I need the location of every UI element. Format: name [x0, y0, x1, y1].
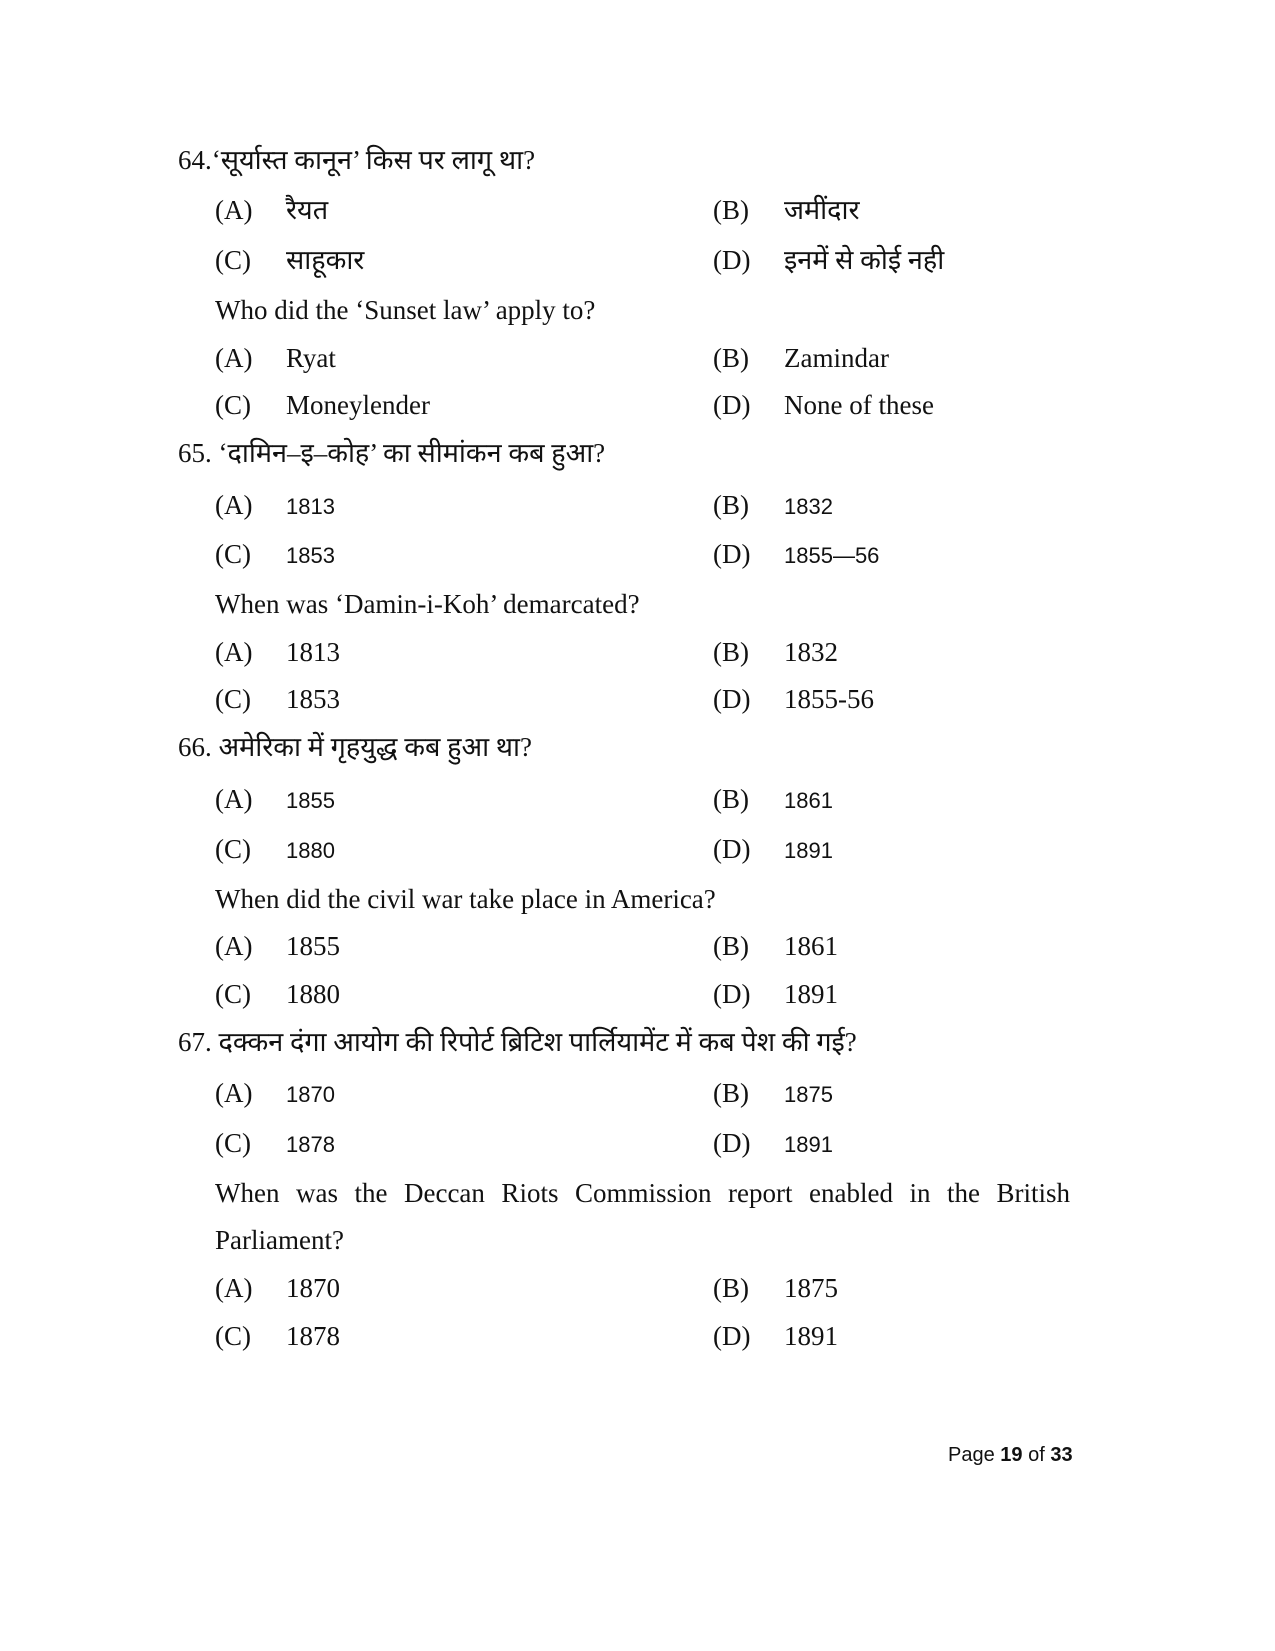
- option-text: Ryat: [286, 343, 336, 373]
- option-text: 1832: [784, 494, 833, 519]
- option-text: 1855—56: [784, 543, 880, 568]
- option-text: 1880: [286, 979, 340, 1009]
- option-text: 1813: [286, 494, 335, 519]
- option-label: (A): [215, 490, 253, 520]
- option-text: जमींदार: [784, 195, 860, 225]
- option-text: Moneylender: [286, 390, 430, 420]
- option-text: 1891: [784, 1132, 833, 1157]
- option-label: (A): [215, 343, 253, 373]
- option-label: (D): [713, 1321, 751, 1351]
- option-label: (C): [215, 539, 251, 569]
- option-label: (A): [215, 637, 253, 667]
- page-prefix: Page: [948, 1444, 995, 1466]
- question-65-hindi: 65. ‘दामिन–इ–कोह’ का सीमांकन कब हुआ?: [178, 438, 606, 468]
- question-67-english-line1: When was the Deccan Riots Commission report enabled in the British: [215, 1178, 1070, 1208]
- option-label: (C): [215, 245, 251, 275]
- option-label: (B): [713, 931, 749, 961]
- option-label: (D): [713, 979, 751, 1009]
- option-label: (D): [713, 684, 751, 714]
- option-label: (A): [215, 1078, 253, 1108]
- option-label: (D): [713, 245, 751, 275]
- option-label: (B): [713, 343, 749, 373]
- option-text: 1880: [286, 838, 335, 863]
- option-label: (A): [215, 195, 253, 225]
- question-67-english-line2: Parliament?: [215, 1225, 344, 1255]
- option-text: 1870: [286, 1273, 340, 1303]
- option-text: 1861: [784, 931, 838, 961]
- option-text: 1878: [286, 1132, 335, 1157]
- option-text: 1878: [286, 1321, 340, 1351]
- page-total: 33: [1050, 1444, 1073, 1466]
- option-text: रैयत: [286, 195, 329, 225]
- option-text: 1855-56: [784, 684, 874, 714]
- question-64-english: Who did the ‘Sunset law’ apply to?: [215, 295, 596, 325]
- page-number: [948, 1442, 1073, 1468]
- option-text: None of these: [784, 390, 934, 420]
- option-text: 1891: [784, 1321, 838, 1351]
- option-label: (A): [215, 931, 253, 961]
- question-64-hindi: 64.‘सूर्यास्त कानून’ किस पर लागू था?: [178, 145, 536, 175]
- option-label: (D): [713, 539, 751, 569]
- option-text: 1832: [784, 637, 838, 667]
- option-label: (A): [215, 1273, 253, 1303]
- option-label: (C): [215, 1321, 251, 1351]
- option-label: (C): [215, 834, 251, 864]
- option-label: (A): [215, 784, 253, 814]
- option-text: 1875: [784, 1273, 838, 1303]
- option-text: 1855: [286, 931, 340, 961]
- option-label: (C): [215, 684, 251, 714]
- option-label: (D): [713, 834, 751, 864]
- option-text: 1870: [286, 1082, 335, 1107]
- question-65-english: When was ‘Damin-i-Koh’ demarcated?: [215, 589, 640, 619]
- page-current: 19: [1000, 1444, 1023, 1466]
- option-text: 1855: [286, 788, 335, 813]
- option-text: Zamindar: [784, 343, 889, 373]
- option-label: (D): [713, 1128, 751, 1158]
- option-label: (C): [215, 979, 251, 1009]
- option-text: 1853: [286, 684, 340, 714]
- option-text: 1891: [784, 979, 838, 1009]
- option-text: साहूकार: [286, 245, 365, 275]
- option-text: 1891: [784, 838, 833, 863]
- question-67-hindi: 67. दक्कन दंगा आयोग की रिपोर्ट ब्रिटिश पार्लियामेंट में कब पेश की गई?: [178, 1027, 857, 1057]
- option-label: (B): [713, 637, 749, 667]
- option-label: (D): [713, 390, 751, 420]
- question-66-english: When did the civil war take place in America?: [215, 884, 716, 914]
- option-text: 1875: [784, 1082, 833, 1107]
- option-label: (B): [713, 195, 749, 225]
- option-text: 1861: [784, 788, 833, 813]
- option-label: (C): [215, 1128, 251, 1158]
- option-label: (B): [713, 1078, 749, 1108]
- option-label: (B): [713, 784, 749, 814]
- option-text: 1813: [286, 637, 340, 667]
- option-label: (C): [215, 390, 251, 420]
- option-label: (B): [713, 490, 749, 520]
- option-label: (B): [713, 1273, 749, 1303]
- question-66-hindi: 66. अमेरिका में गृहयुद्ध कब हुआ था?: [178, 732, 533, 762]
- option-text: इनमें से कोई नही: [784, 245, 945, 275]
- option-text: 1853: [286, 543, 335, 568]
- page-of: of: [1028, 1444, 1045, 1466]
